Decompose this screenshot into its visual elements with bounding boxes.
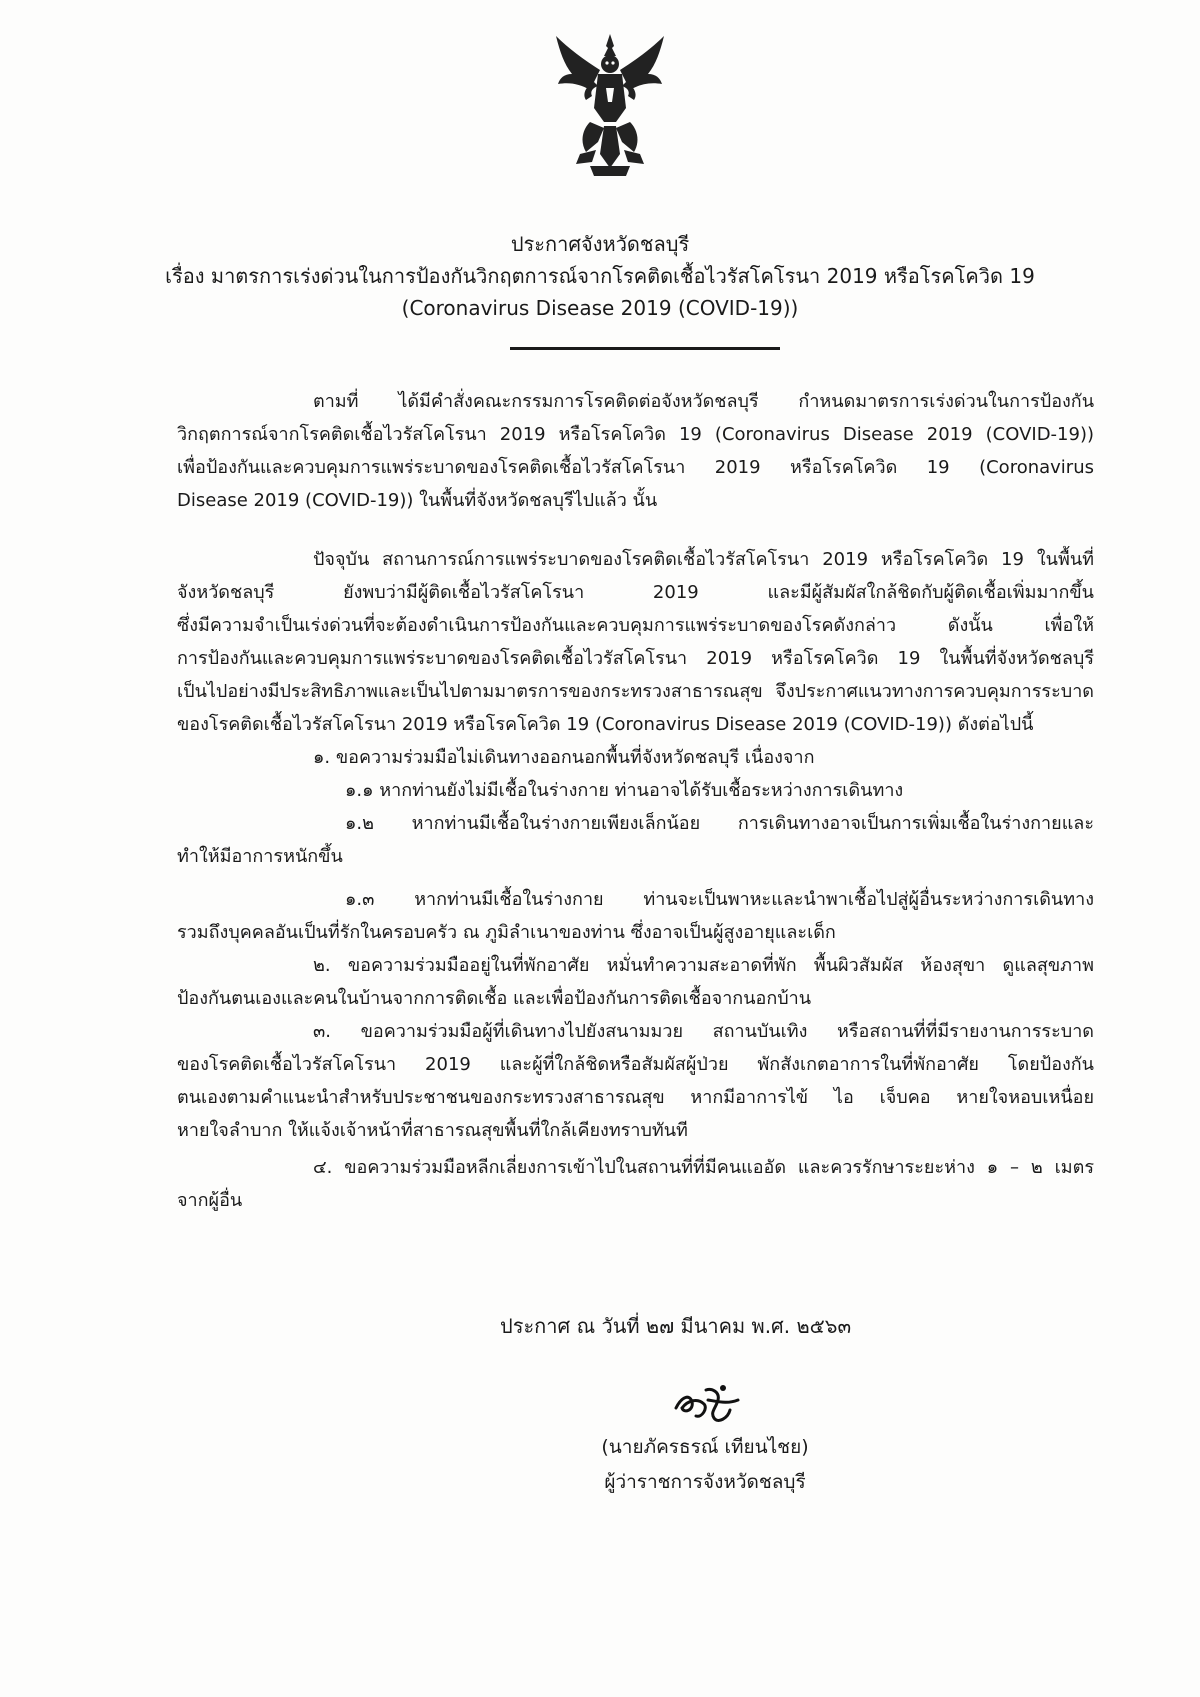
- paragraph-line: ปัจจุบัน สถานการณ์การแพร่ระบาดของโรคติดเชื้อไวรัสโคโรนา 2019 หรือโรคโควิด 19 ในพื้นที่: [313, 549, 1094, 570]
- list-item-3: ๓. ขอความร่วมมือผู้ที่เดินทางไปยังสนามมวย สถานบันเทิง หรือสถานที่ที่มีรายงานการระบาด: [313, 1021, 1094, 1042]
- header-divider: [510, 347, 780, 350]
- paragraph-line: จังหวัดชลบุรี ยังพบว่ามีผู้ติดเชื้อไวรัสโคโรนา 2019 และมีผู้สัมผัสใกล้ชิดกับผู้ติดเชื้อเพิ่มมากขึ้น: [177, 582, 1094, 603]
- announcement-subject: เรื่อง มาตรการเร่งด่วนในการป้องกันวิกฤตการณ์จากโรคติดเชื้อไวรัสโคโรนา 2019 หรือโรคโควิด 19: [165, 264, 1035, 288]
- garuda-emblem-icon: [550, 30, 670, 180]
- announcement-body: [177, 385, 1094, 1217]
- list-item-1-2: ๑.๒ หากท่านมีเชื้อในร่างกายเพียงเล็กน้อย การเดินทางอาจเป็นการเพิ่มเชื้อในร่างกายและ: [345, 813, 1094, 834]
- list-item-1-2-cont: ทำให้มีอาการหนักขึ้น: [177, 846, 343, 867]
- paragraph-line: การป้องกันและควบคุมการแพร่ระบาดของโรคติดเชื้อไวรัสโคโรนา 2019 หรือโรคโควิด 19 ในพื้นที่จังหวัดชลบุรี: [177, 648, 1094, 669]
- list-item-1: ๑. ขอความร่วมมือไม่เดินทางออกนอกพื้นที่จังหวัดชลบุรี เนื่องจาก: [313, 747, 815, 768]
- paragraph-line: Disease 2019 (COVID-19)) ในพื้นที่จังหวัดชลบุรีไปแล้ว นั้น: [177, 490, 658, 511]
- announcement-date: ประกาศ ณ วันที่ ๒๗ มีนาคม พ.ศ. ๒๕๖๓: [500, 1314, 852, 1338]
- announcement-subject-en: (Coronavirus Disease 2019 (COVID-19)): [401, 296, 799, 320]
- paragraph-line: เป็นไปอย่างมีประสิทธิภาพและเป็นไปตามมาตรการของกระทรวงสาธารณสุข จึงประกาศแนวทางการควบคุมการระบาด: [177, 681, 1094, 702]
- list-item-4: ๔. ขอความร่วมมือหลีกเลี่ยงการเข้าไปในสถานที่ที่มีคนแออัด และควรรักษาระยะห่าง ๑ – ๒ เมตร: [313, 1157, 1094, 1178]
- list-item-1-1: ๑.๑ หากท่านยังไม่มีเชื้อในร่างกาย ท่านอาจได้รับเชื้อระหว่างการเดินทาง: [345, 780, 904, 801]
- announcement-header: [0, 228, 1200, 324]
- announcement-title: ประกาศจังหวัดชลบุรี: [510, 232, 690, 256]
- signer-title: ผู้ว่าราชการจังหวัดชลบุรี: [604, 1471, 806, 1493]
- list-item-2-cont: ป้องกันตนเองและคนในบ้านจากการติดเชื้อ และเพื่อป้องกันการติดเชื้อจากนอกบ้าน: [177, 988, 812, 1009]
- paragraph-line: วิกฤตการณ์จากโรคติดเชื้อไวรัสโคโรนา 2019 หรือโรคโควิด 19 (Coronavirus Disease 2019 (COVID-19)): [177, 424, 1094, 445]
- list-item-1-3-cont: รวมถึงบุคคลอันเป็นที่รักในครอบครัว ณ ภูมิลำเนาของท่าน ซึ่งอาจเป็นผู้สูงอายุและเด็ก: [177, 922, 836, 943]
- paragraph-line: ตามที่ ได้มีคำสั่งคณะกรรมการโรคติดต่อจังหวัดชลบุรี กำหนดมาตรการเร่งด่วนในการป้องกัน: [313, 391, 1094, 412]
- paragraph-line: ซึ่งมีความจำเป็นเร่งด่วนที่จะต้องดำเนินการป้องกันและควบคุมการแพร่ระบาดของโรคดังกล่าว ดังนั้น เพื่อให้: [177, 615, 1094, 636]
- list-item-3-cont: หายใจลำบาก ให้แจ้งเจ้าหน้าที่สาธารณสุขพื้นที่ใกล้เคียงทราบทันที: [177, 1120, 688, 1141]
- signer-block: [580, 1430, 830, 1500]
- signer-name: (นายภัครธรณ์ เทียนไชย): [601, 1436, 809, 1458]
- list-item-4-cont: จากผู้อื่น: [177, 1190, 243, 1211]
- paragraph-line: เพื่อป้องกันและควบคุมการแพร่ระบาดของโรคติดเชื้อไวรัสโคโรนา 2019 หรือโรคโควิด 19 (Coronavirus: [177, 457, 1094, 478]
- paragraph-line: ของโรคติดเชื้อไวรัสโคโรนา 2019 หรือโรคโควิด 19 (Coronavirus Disease 2019 (COVID-19)) ดังต่อไปนี้: [177, 714, 1034, 735]
- list-item-3-cont: ตนเองตามคำแนะนำสำหรับประชาชนของกระทรวงสาธารณสุข หากมีอาการไข้ ไอ เจ็บคอ หายใจหอบเหนื่อย: [177, 1087, 1094, 1108]
- list-item-3-cont: ของโรคติดเชื้อไวรัสโคโรนา 2019 และผู้ที่ใกล้ชิดหรือสัมผัสผู้ป่วย พักสังเกตอาการในที่พักอาศัย โดยป้องกัน: [177, 1054, 1094, 1075]
- handwritten-signature: [668, 1378, 748, 1428]
- list-item-1-3: ๑.๓ หากท่านมีเชื้อในร่างกาย ท่านจะเป็นพาหะและนำพาเชื้อไปสู่ผู้อื่นระหว่างการเดินทาง: [345, 889, 1094, 910]
- list-item-2: ๒. ขอความร่วมมืออยู่ในที่พักอาศัย หมั่นทำความสะอาดที่พัก พื้นผิวสัมผัส ห้องสุขา ดูแลสุขภาพ: [313, 955, 1094, 976]
